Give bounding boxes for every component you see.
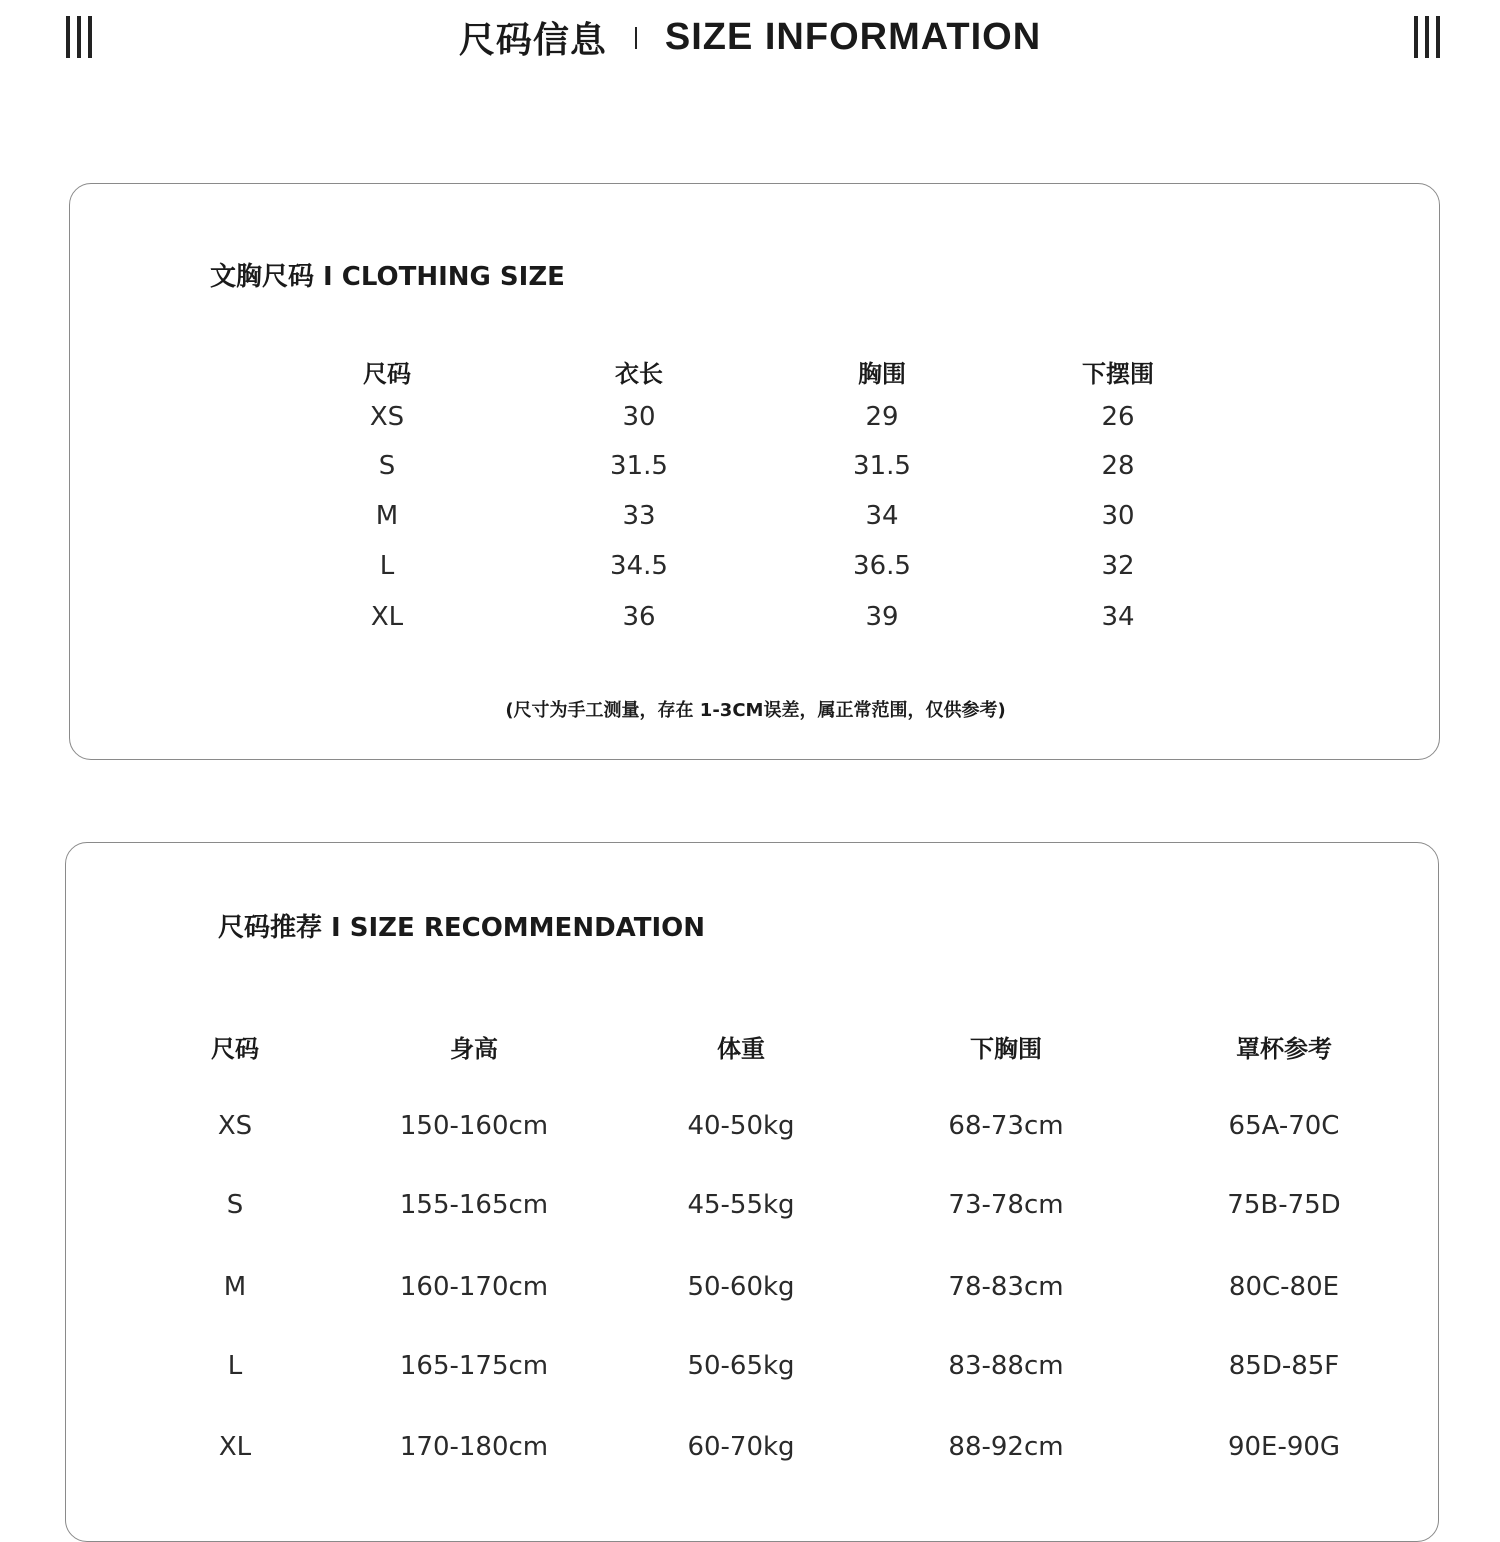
recommend-table-cell: 88-92cm <box>948 1432 1064 1462</box>
clothing-header-cell: 胸围 <box>858 360 906 388</box>
recommend-table-cell: 90E-90G <box>1227 1432 1341 1462</box>
recommend-table-cell: 68-73cm <box>948 1111 1064 1141</box>
clothing-header-cell: 衣长 <box>615 360 663 388</box>
clothing-table-cell: 39 <box>865 602 899 632</box>
clothing-table-cell: 29 <box>865 402 899 432</box>
clothing-table-cell: S <box>378 451 396 481</box>
clothing-table-cell: 26 <box>1101 402 1135 432</box>
clothing-size-title: 文胸尺码 I CLOTHING SIZE <box>210 262 565 292</box>
page-header <box>0 0 1500 80</box>
size-recommendation-card <box>65 842 1439 1542</box>
clothing-table-cell: 36.5 <box>853 551 911 581</box>
recommend-table-cell: 75B-75D <box>1227 1190 1341 1220</box>
recommend-table-cell: 80C-80E <box>1228 1272 1340 1302</box>
clothing-table-cell: XL <box>370 602 404 632</box>
clothing-table-cell: 33 <box>622 501 656 531</box>
measurement-note: (尺寸为手工测量，存在 1-3CM误差，属正常范围，仅供参考) <box>505 700 1006 721</box>
recommend-table-cell: 170-180cm <box>399 1432 549 1462</box>
recommend-table-cell: 40-50kg <box>687 1111 795 1141</box>
clothing-size-card <box>69 183 1440 760</box>
clothing-table-cell: 31.5 <box>853 451 911 481</box>
recommend-header-cell: 体重 <box>717 1035 765 1063</box>
title-separator <box>635 27 637 49</box>
clothing-table-cell: 30 <box>1101 501 1135 531</box>
recommend-table-cell: 83-88cm <box>948 1351 1064 1381</box>
recommend-header-cell: 尺码 <box>211 1035 259 1063</box>
recommend-table-cell: 155-165cm <box>399 1190 549 1220</box>
recommend-table-cell: 45-55kg <box>687 1190 795 1220</box>
clothing-table-cell: L <box>379 551 395 581</box>
clothing-table-cell: 36 <box>622 602 656 632</box>
page-title-en: SIZE INFORMATION <box>664 16 1042 58</box>
clothing-table-cell: 34 <box>865 501 899 531</box>
clothing-table-cell: 34 <box>1101 602 1135 632</box>
recommend-table-cell: 60-70kg <box>687 1432 795 1462</box>
recommend-table-cell: M <box>223 1272 247 1302</box>
recommend-table-cell: S <box>226 1190 244 1220</box>
recommend-table-cell: 73-78cm <box>948 1190 1064 1220</box>
recommend-table-cell: 150-160cm <box>399 1111 549 1141</box>
clothing-table-cell: 28 <box>1101 451 1135 481</box>
recommend-table-cell: 85D-85F <box>1228 1351 1340 1381</box>
clothing-header-cell: 下摆围 <box>1082 360 1154 388</box>
recommend-table-cell: 65A-70C <box>1228 1111 1340 1141</box>
recommend-table-cell: L <box>227 1351 243 1381</box>
recommend-header-cell: 身高 <box>450 1035 498 1063</box>
recommend-table-cell: 50-65kg <box>687 1351 795 1381</box>
clothing-table-cell: M <box>375 501 399 531</box>
recommend-header-cell: 下胸围 <box>970 1035 1042 1063</box>
clothing-table-cell: 31.5 <box>610 451 668 481</box>
recommend-table-cell: 78-83cm <box>948 1272 1064 1302</box>
clothing-table-cell: 34.5 <box>610 551 668 581</box>
clothing-header-cell: 尺码 <box>363 360 411 388</box>
recommend-table-cell: XS <box>217 1111 253 1141</box>
clothing-table-cell: 30 <box>622 402 656 432</box>
page-title-cn: 尺码信息 <box>458 20 607 61</box>
recommend-table-cell: XL <box>218 1432 252 1462</box>
clothing-table-cell: XS <box>369 402 405 432</box>
recommend-table-cell: 165-175cm <box>399 1351 549 1381</box>
recommend-table-cell: 50-60kg <box>687 1272 795 1302</box>
clothing-table-cell: 32 <box>1101 551 1135 581</box>
size-recommendation-title: 尺码推荐 I SIZE RECOMMENDATION <box>218 913 706 943</box>
recommend-table-cell: 160-170cm <box>399 1272 549 1302</box>
recommend-header-cell: 罩杯参考 <box>1236 1035 1332 1063</box>
